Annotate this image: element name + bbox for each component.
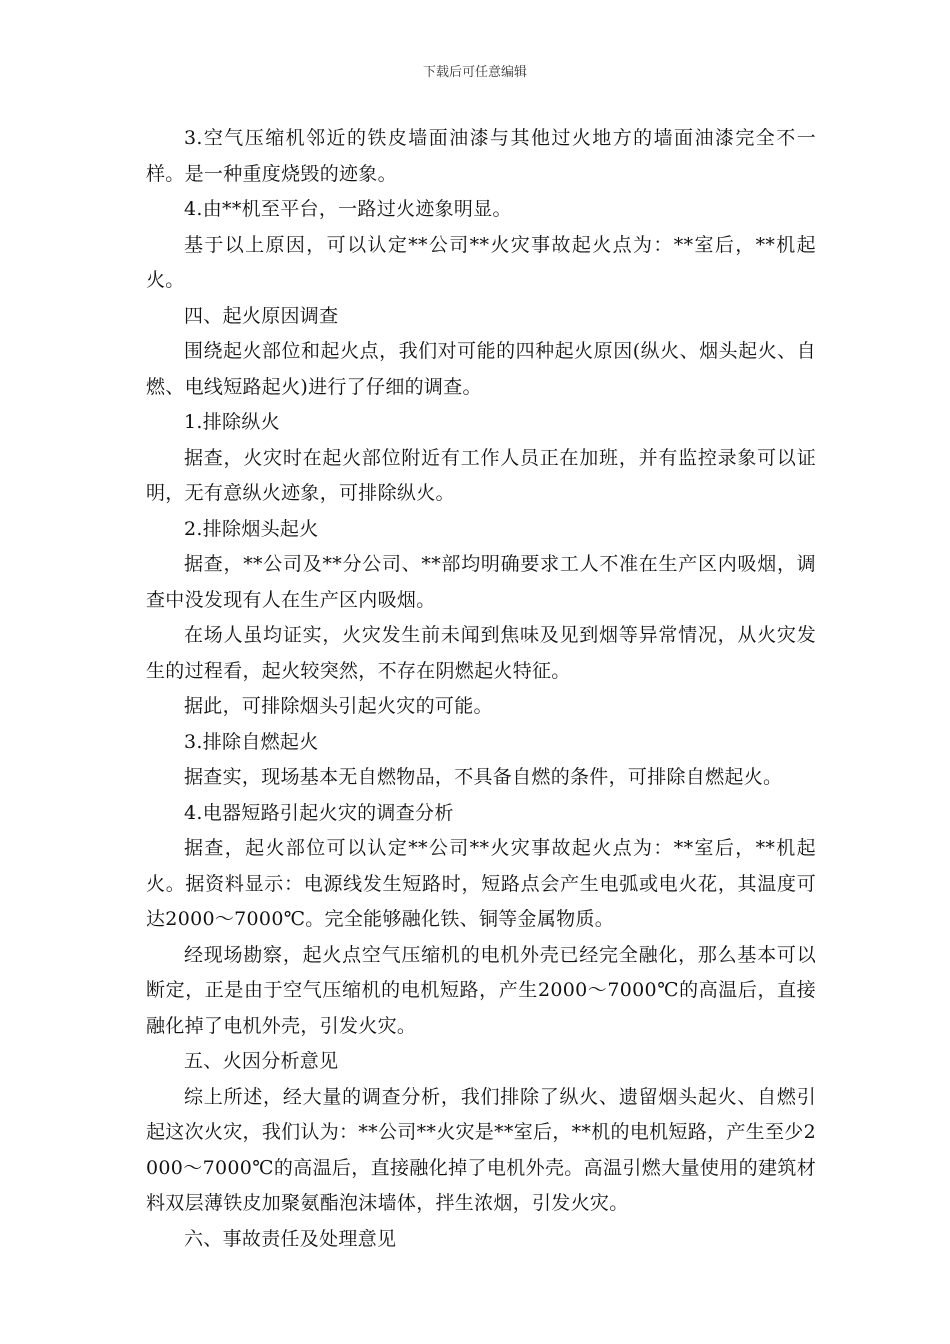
paragraph-conclusion-origin: 基于以上原因，可以认定**公司**火灾事故起火点为：**室后，**机起火。 [146,233,816,291]
paragraph-cigarette-3: 据此，可排除烟头引起火灾的可能。 [184,695,493,717]
paragraph-short-circuit-1: 据查，起火部位可以认定**公司**火灾事故起火点为：**室后，**机起火。据资料显示：电源线发生短路时，短路点会产生电弧或电火花，其温度可达2000～7000℃。完全能够融化铁、铜等金属物质。 [146,837,816,930]
subheading-spontaneous: 3.排除自燃起火 [184,730,319,753]
paragraph-cigarette-1: 据查，**公司及**分公司、**部均明确要求工人不准在生产区内吸烟，调查中没发现有人在生产区内吸烟。 [146,553,816,611]
document-body [146,121,816,1257]
paragraph-cigarette-2: 在场人虽均证实，火灾发生前未闻到焦味及见到烟等异常情况，从火灾发生的过程看，起火较突然，不存在阴燃起火特征。 [146,624,816,682]
paragraph-investigation-intro: 围绕起火部位和起火点，我们对可能的四种起火原因(纵火、烟头起火、自燃、电线短路起火)进行了仔细的调查。 [146,340,816,398]
subheading-arson: 1.排除纵火 [184,411,280,433]
paragraph-spontaneous: 据查实，现场基本无自燃物品，不具备自燃的条件，可排除自燃起火。 [184,766,783,788]
section-heading-5: 五、火因分析意见 [184,1050,339,1072]
paragraph-short-circuit-2: 经现场勘察，起火点空气压缩机的电机外壳已经完全融化，那么基本可以断定，正是由于空气压缩机的电机短路，产生2000～7000℃的高温后，直接融化掉了电机外壳，引发火灾。 [146,943,816,1037]
page-header: 下载后可任意编辑 [422,65,527,80]
subheading-short-circuit: 4.电器短路引起火灾的调查分析 [184,801,454,824]
paragraph-evidence-4: 4.由**机至平台，一路过火迹象明显。 [184,198,512,220]
section-heading-4: 四、起火原因调查 [184,304,339,327]
paragraph-arson: 据查，火灾时在起火部位附近有工作人员正在加班，并有监控录象可以证明，无有意纵火迹象，可排除纵火。 [146,446,816,504]
paragraph-analysis-conclusion: 综上所述，经大量的调查分析，我们排除了纵火、遗留烟头起火、自燃引起这次火灾，我们认为：**公司**火灾是**室后，**机的电机短路，产生至少2000～7000℃的高温后，直接融化掉了电机外壳。高温引燃大量使用的建筑材料双层薄铁皮加聚氨酯泡沫墙体，拌生浓烟，引发火灾。 [146,1085,816,1214]
section-heading-6: 六、事故责任及处理意见 [184,1227,397,1250]
subheading-cigarette: 2.排除烟头起火 [184,517,319,540]
paragraph-evidence-3: 3.空气压缩机邻近的铁皮墙面油漆与其他过火地方的墙面油漆完全不一样。是一种重度烧毁的迹象。 [146,127,816,185]
